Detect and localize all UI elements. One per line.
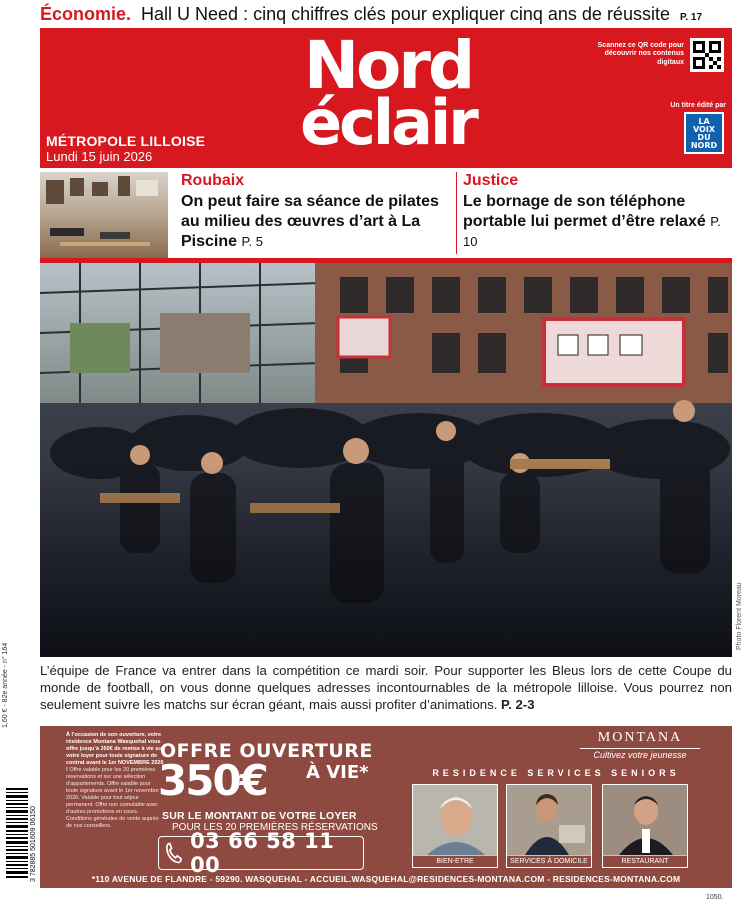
photo-credit: Photo Florent Moreau [736, 582, 743, 650]
teaser-page: P. 17 [679, 12, 703, 23]
story-justice[interactable] [463, 172, 725, 252]
montana-advertisement[interactable] [40, 726, 732, 888]
ad-picture-wellness [412, 784, 498, 868]
waiter-illustration [603, 785, 688, 855]
ad-phone-number: 03 66 58 11 00 [190, 829, 335, 877]
lead-paragraph [40, 662, 732, 713]
qr-instructions: Scannez ce QR code pour découvrir nos contenus digitaux [597, 42, 684, 66]
main-photo[interactable] [40, 263, 732, 657]
top-teaser[interactable] [40, 4, 740, 28]
ad-residence-label: RESIDENCE SERVICES SENIORS [432, 768, 680, 778]
montana-logo: MONTANA [580, 730, 700, 749]
logo-line-2: éclair [300, 86, 476, 160]
story-page: P. 5 [241, 234, 263, 249]
ad-reservation-line: POUR LES 20 PREMIÈRES RÉSERVATIONS [172, 822, 378, 833]
story-headline [181, 192, 456, 252]
teaser-headline: Hall U Need : cinq chiffres clés pour expliquer cinq ans de réussite [141, 4, 670, 24]
senior-man-illustration [413, 785, 498, 855]
fan-zone-illustration [40, 263, 732, 657]
barcode-icon [6, 786, 28, 882]
story-headline-text: Le bornage de son téléphone portable lui permet d’être relaxé [463, 193, 706, 230]
nord-eclair-logo[interactable] [258, 27, 518, 160]
column-divider [456, 172, 457, 254]
montana-tagline: Cultivez votre jeunesse [593, 750, 687, 760]
teaser-kicker: Économie. [40, 4, 132, 24]
ad-offer-title: OFFRE OUVERTURE [160, 740, 373, 762]
barcode-number: 3 782885 501609 06150 [30, 806, 37, 882]
story-headline-text: On peut faire sa séance de pilates au milieu des œuvres d’art à La Piscine [181, 193, 439, 250]
qr-code-icon[interactable] [690, 38, 724, 72]
edition-date: Lundi 15 juin 2026 [46, 149, 153, 164]
masthead [40, 28, 732, 168]
edition-block [46, 133, 205, 164]
ad-picture-home-services [506, 784, 592, 868]
page-number: 1050. [706, 894, 724, 901]
ad-small-print-bold: À l’occasion de son ouverture, votre résidence Montana Wasquehal vous offre jusqu’à 350€ de remise à vie sur votre loyer pour toute signature de contrat avant le 1er NOVEMBRE 2026 ! [66, 732, 164, 774]
ad-address-line: *110 AVENUE DE FLANDRE - 59290. WASQUEHAL - ACCUEIL.WASQUEHAL@RESIDENCES-MONTANA.COM - RESIDENCES-MONTANA.COM [91, 874, 681, 884]
ad-rent-line: SUR LE MONTANT DE VOTRE LOYER [162, 810, 357, 822]
price-issue-text: 1,60 € - 82e année - n° 164 [2, 642, 9, 728]
story-roubaix[interactable] [181, 172, 456, 252]
ad-picture-restaurant [602, 784, 688, 868]
ad-picture-caption: SERVICES À DOMICILE [507, 856, 591, 867]
edition-name: MÉTROPOLE LILLOISE [46, 133, 206, 149]
ad-price: 350€ [158, 756, 267, 805]
ad-small-print-text: Offre valable pour les 20 premières réservations et sur une sélection d’appartements. Offre valable pour toute signature avant le 1er novembre 2026. Valable pour tout séjour permanent. Offre non cumulable avec d’autres promotions en cours. Conditions générales de vente auprès de nos conseillers. [66, 767, 159, 830]
secondary-stories [40, 170, 732, 258]
ad-picture-caption: RESTAURANT [603, 856, 687, 867]
ad-pictures [412, 784, 714, 868]
la-voix-du-nord-logo[interactable]: LA VOIX DU NORD [684, 112, 724, 154]
story-kicker: Justice [463, 172, 519, 189]
caregiver-illustration [507, 785, 592, 855]
pilates-photo[interactable] [40, 172, 168, 258]
lead-page: P. 2-3 [501, 697, 535, 713]
phone-icon [165, 841, 182, 865]
lead-text: L’équipe de France va entrer dans la compétition ce mardi soir. Pour supporter les Bleus lors de cette Coupe du monde de football, on vous donne quelques adresses incontournables de la métropole lilloise. Vous pourrez non seulement suivre les matchs sur écran géant, mais aussi profiter d’animations. [40, 663, 732, 713]
ad-a-vie: À VIE* [306, 762, 369, 783]
edited-by-label: Un titre édité par [670, 102, 726, 109]
ad-picture-caption: BIEN-ETRE [413, 856, 497, 867]
story-headline [463, 192, 725, 252]
ad-small-print [66, 732, 164, 830]
story-page: P. 10 [463, 214, 721, 249]
story-kicker: Roubaix [181, 172, 245, 189]
logo-line-1: Nord [303, 27, 473, 104]
ad-phone-box[interactable] [158, 829, 364, 877]
